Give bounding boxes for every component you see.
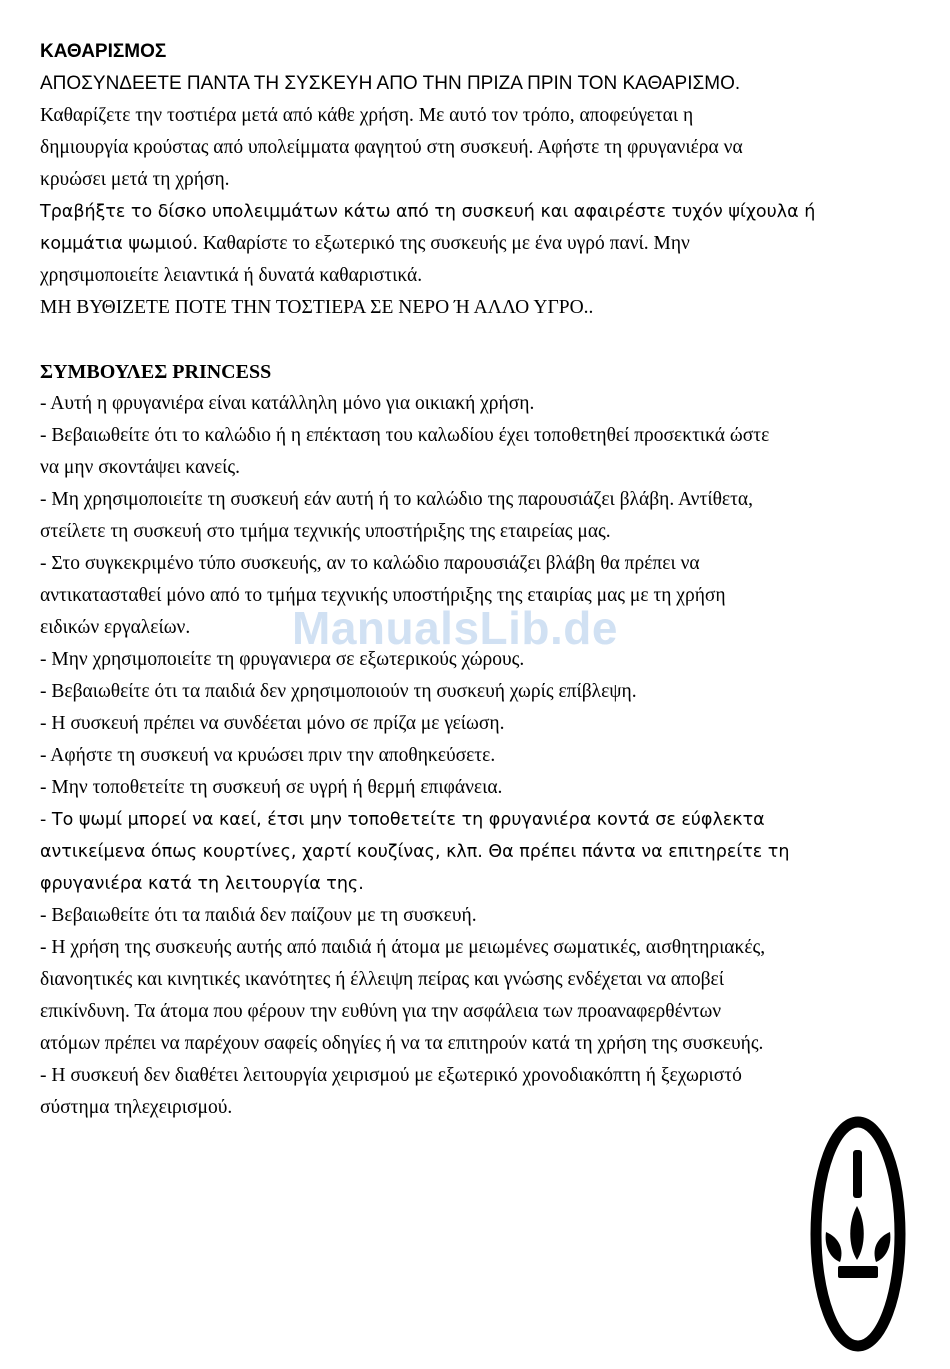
spacer bbox=[40, 324, 920, 356]
cleaning-line: κρυώσει μετά τη χρήση. bbox=[40, 169, 230, 190]
tips-line: - Μην τοποθετείτε τη συσκευή σε υγρή ή θερμή επιφάνεια. bbox=[40, 777, 503, 798]
tips-line: αντικείμενα όπως κουρτίνες, χαρτί κουζίνας, κλπ. Θα πρέπει πάντα να επιτηρείτε τη bbox=[40, 842, 790, 862]
tips-line: - Η συσκευή δεν διαθέτει λειτουργία χειρισμού με εξωτερικό χρονοδιακόπτη ή ξεχωριστό bbox=[40, 1065, 742, 1086]
document-page bbox=[40, 36, 920, 1124]
cleaning-heading: ΚΑΘΑΡΙΣΜΟΣ bbox=[40, 41, 167, 62]
tips-line: να μην σκοντάψει κανείς. bbox=[40, 457, 241, 478]
cleaning-line: Τραβήξτε το δίσκο υπολειμμάτων κάτω από τη συσκευή και αφαιρέστε τυχόν ψίχουλα ή bbox=[40, 202, 816, 222]
tips-line: - Βεβαιωθείτε ότι το καλώδιο ή η επέκταση του καλωδίου έχει τοποθετηθεί προσεκτικά ώστε bbox=[40, 425, 770, 446]
tips-line: επικίνδυνη. Τα άτομα που φέρουν την ευθύνη για την ασφάλεια των προαναφερθέντων bbox=[40, 1001, 722, 1022]
watermark-text: ManualsLib.de bbox=[292, 602, 618, 654]
tips-line: ειδικών εργαλείων. bbox=[40, 617, 191, 638]
tips-line: - Μην χρησιμοποιείτε τη φρυγανιερα σε εξωτερικούς χώρους. bbox=[40, 649, 525, 670]
cleaning-line-part: Καθαρίστε το εξωτερικό της συσκευής με ένα υγρό πανί. Μην bbox=[198, 233, 690, 254]
princess-crown-icon bbox=[808, 1114, 908, 1354]
cleaning-line-part: κομμάτια ψωμιού. bbox=[40, 234, 199, 254]
tips-line: - Βεβαιωθείτε ότι τα παιδιά δεν παίζουν με τη συσκευή. bbox=[40, 905, 477, 926]
tips-heading: ΣΥΜΒΟΥΛΕΣ PRINCESS bbox=[40, 361, 272, 383]
tips-line: - Βεβαιωθείτε ότι τα παιδιά δεν χρησιμοποιούν τη συσκευή χωρίς επίβλεψη. bbox=[40, 681, 637, 702]
cleaning-line: δημιουργία κρούστας από υπολείμματα φαγητού στη συσκευή. Αφήστε τη φρυγανιέρα να bbox=[40, 137, 743, 158]
tips-line: - Η συσκευή πρέπει να συνδέεται μόνο σε πρίζα με γείωση. bbox=[40, 713, 505, 734]
tips-line: στείλετε τη συσκευή στο τμήμα τεχνικής υποστήριξης της εταιρείας μας. bbox=[40, 521, 611, 542]
tips-line: - Στο συγκεκριμένο τύπο συσκευής, αν το καλώδιο παρουσιάζει βλάβη θα πρέπει να bbox=[40, 553, 700, 574]
tips-line: - Μη χρησιμοποιείτε τη συσκευή εάν αυτή ή το καλώδιο της παρουσιάζει βλάβη. Αντίθετα, bbox=[40, 489, 754, 510]
cleaning-line-mixed bbox=[40, 228, 920, 260]
cleaning-line: Καθαρίζετε την τοστιέρα μετά από κάθε χρήση. Με αυτό τον τρόπο, αποφεύγεται η bbox=[40, 105, 694, 126]
tips-line: αντικατασταθεί μόνο από το τμήμα τεχνικής υποστήριξης της εταιρίας μας με τη χρήση bbox=[40, 585, 726, 606]
tips-line: - Αφήστε τη συσκευή να κρυώσει πριν την αποθηκεύσετε. bbox=[40, 745, 496, 766]
tips-line: διανοητικές και κινητικές ικανότητες ή έλλειψη πείρας και γνώσης ενδέχεται να αποβεί bbox=[40, 969, 724, 990]
cleaning-line: χρησιμοποιείτε λειαντικά ή δυνατά καθαριστικά. bbox=[40, 265, 423, 286]
tips-line: - Αυτή η φρυγανιέρα είναι κατάλληλη μόνο για οικιακή χρήση. bbox=[40, 393, 535, 414]
cleaning-final-warning: ΜΗ ΒΥΘΙΖΕΤΕ ΠΟΤΕ ΤΗΝ ΤΟΣΤΙΕΡΑ ΣΕ ΝΕΡΟ Ή ΑΛΛΟ ΥΓΡΟ.. bbox=[40, 297, 594, 318]
tips-line: σύστημα τηλεχειρισμού. bbox=[40, 1097, 233, 1118]
tips-line: ατόμων πρέπει να παρέχουν σαφείς οδηγίες ή να τα επιτηρούν κατά τη χρήση της συσκευής. bbox=[40, 1033, 764, 1054]
cleaning-warning: ΑΠΟΣΥΝΔΕΕΤΕ ΠΑΝΤΑ ΤΗ ΣΥΣΚΕΥΗ ΑΠΟ ΤΗΝ ΠΡΙΖΑ ΠΡΙΝ ΤΟΝ ΚΑΘΑΡΙΣΜΟ. bbox=[40, 73, 741, 94]
tips-line: - Το ψωμί μπορεί να καεί, έτσι μην τοποθετείτε τη φρυγανιέρα κοντά σε εύφλεκτα bbox=[40, 810, 765, 830]
tips-line: φρυγανιέρα κατά τη λειτουργία της. bbox=[40, 874, 364, 894]
tips-line: - Η χρήση της συσκευής αυτής από παιδιά ή άτομα με μειωμένες σωματικές, αισθητηριακές, bbox=[40, 937, 766, 958]
